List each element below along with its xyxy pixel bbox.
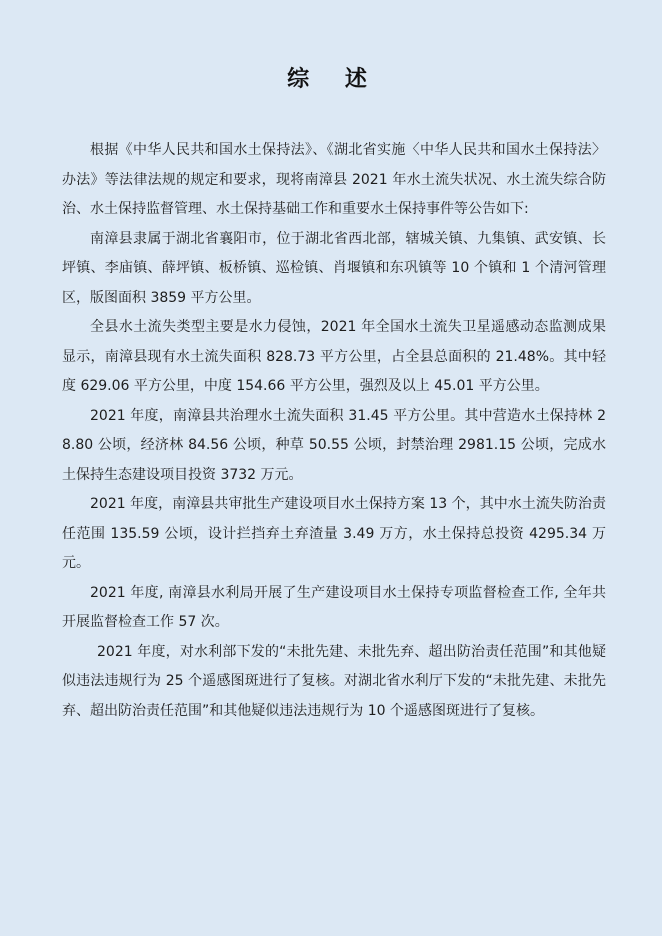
paragraph-treatment: 2021 年度，南漳县共治理水土流失面积 31.45 平方公里。其中营造水土保持林 28.80 公顷，经济林 84.56 公顷，种草 50.55 公顷，封禁治理 2981.15 公顷，完成水土保持生态建设项目投资 3732 万元。: [62, 407, 606, 483]
paragraph-remote-sensing: 2021 年度，对水利部下发的“未批先建、未批先弃、超出防治责任范围”和其他疑似违法违规行为 25 个遥感图斑进行了复核。对湖北省水利厅下发的“未批先建、未批先弃、超出防治责任范围”和其他疑似违法违规行为 10 个遥感图斑进行了复核。: [62, 643, 606, 719]
document-title: 综 述: [287, 66, 381, 92]
paragraph-supervision: 2021 年度, 南漳县水利局开展了生产建设项目水土保持专项监督检查工作, 全年共开展监督检查工作 57 次。: [62, 584, 606, 630]
paragraph-overview: 南漳县隶属于湖北省襄阳市，位于湖北省西北部，辖城关镇、九集镇、武安镇、长坪镇、李庙镇、薛坪镇、板桥镇、巡检镇、肖堰镇和东巩镇等 10 个镇和 1 个清河管理区，版图面积 3859 平方公里。: [62, 230, 606, 306]
paragraph-erosion-status: 全县水土流失类型主要是水力侵蚀，2021 年全国水土流失卫星遥感动态监测成果显示，南漳县现有水土流失面积 828.73 平方公里，占全县总面积的 21.48%。其中轻度 629.06 平方公里，中度 154.66 平方公里，强烈及以上 45.01 平方公里。: [62, 319, 606, 394]
paragraph-approval: 2021 年度，南漳县共审批生产建设项目水土保持方案 13 个，其中水土流失防治责任范围 135.59 公顷，设计拦挡弃土弃渣量 3.49 万方，水土保持总投资 4295.34 万元。: [62, 496, 606, 571]
paragraph-intro: 根据《中华人民共和国水土保持法》、《湖北省实施〈中华人民共和国水土保持法〉办法》等法律法规的规定和要求，现将南漳县 2021 年水土流失状况、水土流失综合防治、水土保持监督管理、水土保持基础工作和重要水土保持事件等公告如下:: [62, 142, 606, 217]
